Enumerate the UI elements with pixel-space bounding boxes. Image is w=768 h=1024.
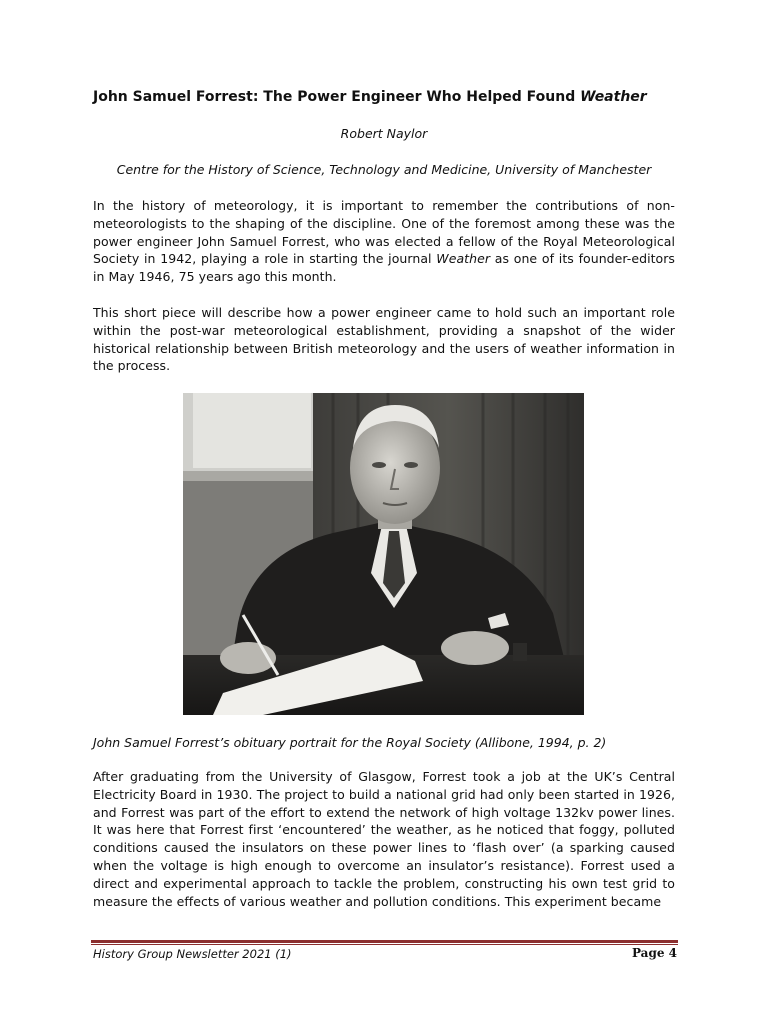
- paragraph-overview: This short piece will describe how a power engineer came to hold such an important role within the post-war meteorological establishment, providing a snapshot of the wider historical relationship between British meteorology and the users of weather information in the process.: [93, 305, 675, 374]
- title-text: John Samuel Forrest: The Power Engineer Who Helped Found: [93, 89, 581, 105]
- footer-rule: [91, 940, 678, 943]
- article-title: [93, 89, 693, 105]
- newsletter-name: History Group Newsletter 2021 (1): [93, 947, 292, 961]
- author-name: Robert Naylor: [340, 126, 428, 141]
- paragraph-intro-text-end: as one of its founder-editors in May 1946, 75 years ago this month.: [93, 251, 675, 285]
- paragraph-intro-journal: Weather: [436, 251, 491, 267]
- photo-caption: John Samuel Forrest’s obituary portrait for the Royal Society (Allibone, 1994, p. 2): [93, 735, 607, 750]
- paragraph-intro: [93, 197, 675, 286]
- page-number: Page 4: [631, 946, 677, 960]
- footer-rule-thin: [91, 944, 678, 945]
- portrait-illustration: [183, 393, 584, 715]
- title-journal-name: Weather: [580, 89, 647, 105]
- paragraph-career: After graduating from the University of Glasgow, Forrest took a job at the UK’s Central Electricity Board in 1930. The project to build a national grid had only been started in 1926, and Forrest was part of the effort to extend the network of high voltage 132kv power lines. It was here that Forrest first ‘encountered’ the weather, as he noticed that foggy, polluted conditions caused the insulators on these power lines to ‘flash over’ (a sparking caused when the voltage is high enough to overcome an insulator’s resistance). Forrest used a direct and experimental approach to tackle the problem, constructing his own test grid to measure the effects of various weather and pollution conditions. This experiment became: [93, 769, 675, 909]
- author-affiliation: Centre for the History of Science, Technology and Medicine, University of Manchester: [116, 162, 652, 177]
- paragraph-intro-text: In the history of meteorology, it is important to remember the contributions of non-meteorologists to the shaping of the discipline. One of the foremost among these was the power engineer John Samuel Forrest, who was elected a fellow of the Royal Meteorological Society in 1942, playing a role in starting the journal: [93, 198, 675, 267]
- portrait-photo: [183, 393, 584, 715]
